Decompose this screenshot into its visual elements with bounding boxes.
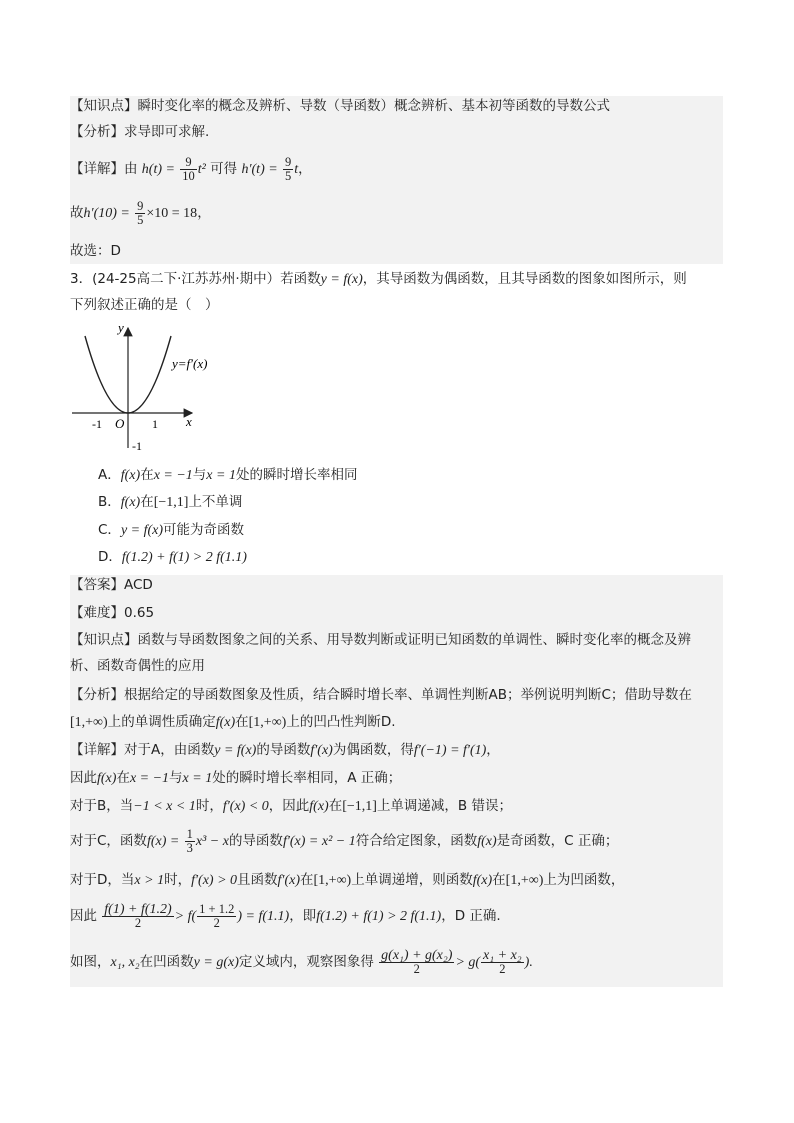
q3-difficulty: 【难度】0.65 xyxy=(70,605,155,621)
fraction: $\frac{9}{5}$ xyxy=(284,154,292,183)
q3-stem-line2: 下列叙述正确的是（ ） xyxy=(70,297,219,313)
fraction: $\frac{\text{g(x₁) + g(x₂)}}{2}$ xyxy=(381,947,453,976)
option-c: C．y = f(x)可能为奇函数 xyxy=(98,522,245,538)
q3-analysis-2: [1,+∞)上的单调性质确定f(x)在[1,+∞)上的凹凸性判断D. xyxy=(70,714,396,730)
q3-analysis-1: 【分析】根据给定的导函数图象及性质，结合瞬时增长率、单调性判断AB；举例说明判断C；借助导数在 xyxy=(70,687,692,703)
fraction: $\frac{\text{x₁ + x₂}}{2}$ xyxy=(483,947,522,976)
fraction: $\frac{1}{3}$ xyxy=(186,826,193,855)
fraction: $\frac{9}{5}$ xyxy=(137,198,144,227)
x-axis-label: x xyxy=(186,414,192,429)
q3-stem-line1: 3．(24-25高二下·江苏苏州·期中）若函数y = f(x)，其导函数为偶函数，且其导函数的图象如图所示，则 xyxy=(70,271,687,287)
derivative-graph xyxy=(70,318,208,454)
q3-detail-2: 因此f(x)在x = −1与x = 1处的瞬时增长率相同，A 正确； xyxy=(70,770,402,786)
q2-choice: 故选：D xyxy=(70,243,121,259)
option-a: A．f(x)在x = −1与x = 1处的瞬时增长率相同 xyxy=(98,467,358,483)
q3-knowledge-1: 【知识点】函数与导函数图象之间的关系、用导数判断或证明已知函数的单调性、瞬时变化率的概念及辨 xyxy=(70,632,691,648)
origin-label: O xyxy=(115,416,125,431)
curve-label: y=f′(x) xyxy=(172,356,208,371)
q2-knowledge: 【知识点】瞬时变化率的概念及辨析、导数（导函数）概念辨析、基本初等函数的导数公式 xyxy=(70,98,610,114)
option-d: D．f(1.2) + f(1) > 2 f(1.1) xyxy=(98,549,247,565)
q3-detail-5: 对于D，当x > 1时，f′(x) > 0且函数f′(x)在[1,+∞)上单调递增，则函数f(x)在[1,+∞)上为凹函数， xyxy=(70,872,625,888)
y-axis-label: y xyxy=(118,320,124,335)
q3-detail-6: 因此 $\frac{f(1) + f(1.2)}{2}$ > f( $\frac{1 + 1.2}{2}$ ) = f(1.1)，即f(1.2) + f(1) > 2 f(1.1)，D 正确. xyxy=(70,901,501,930)
option-b: B．f(x)在[−1,1]上不单调 xyxy=(98,494,243,510)
q3-detail-3: 对于B，当−1 < x < 1时，f′(x) < 0，因此f(x)在[−1,1]上单调递减，B 错误； xyxy=(70,798,512,814)
q3-detail-7: 如图，x₁, x₂在凹函数y = g(x)定义域内，观察图象得 $\frac{\text{g(x₁) + g(x₂)}}{2}$ > g( $\frac{\text{x₁ + x₂}}{2}$ ). xyxy=(70,947,533,976)
fraction: $\frac{1 + 1.2}{2}$ xyxy=(199,901,235,930)
tick-neg1: -1 xyxy=(92,417,102,431)
q3-knowledge-2: 析、函数奇偶性的应用 xyxy=(70,658,205,674)
q3-detail-4: 对于C，函数f(x) = $\frac{1}{3}$ x³ − x的导函数f′(x) = x² − 1符合给定图象，函数f(x)是奇函数，C 正确； xyxy=(70,826,619,855)
q3-detail-1: 【详解】对于A，由函数y = f(x)的导函数f′(x)为偶函数，得f′(−1) = f′(1)， xyxy=(70,742,500,758)
fraction: $\frac{9}{10}$ xyxy=(182,154,195,183)
q2-detail: 【详解】由 h(t) = $\frac{9}{10}$ t² 可得 h′(t) = $\frac{9}{5}$ t， xyxy=(70,154,312,183)
tick-y-neg1: -1 xyxy=(132,439,142,453)
fraction: $\frac{f(1) + f(1.2)}{2}$ xyxy=(104,901,172,930)
q2-conclusion: 故h′(10) = $\frac{9}{5}$ ×10 = 18， xyxy=(70,198,211,227)
q2-analysis: 【分析】求导即可求解. xyxy=(70,124,210,140)
q3-answer: 【答案】ACD xyxy=(70,577,153,593)
tick-pos1: 1 xyxy=(152,417,158,431)
